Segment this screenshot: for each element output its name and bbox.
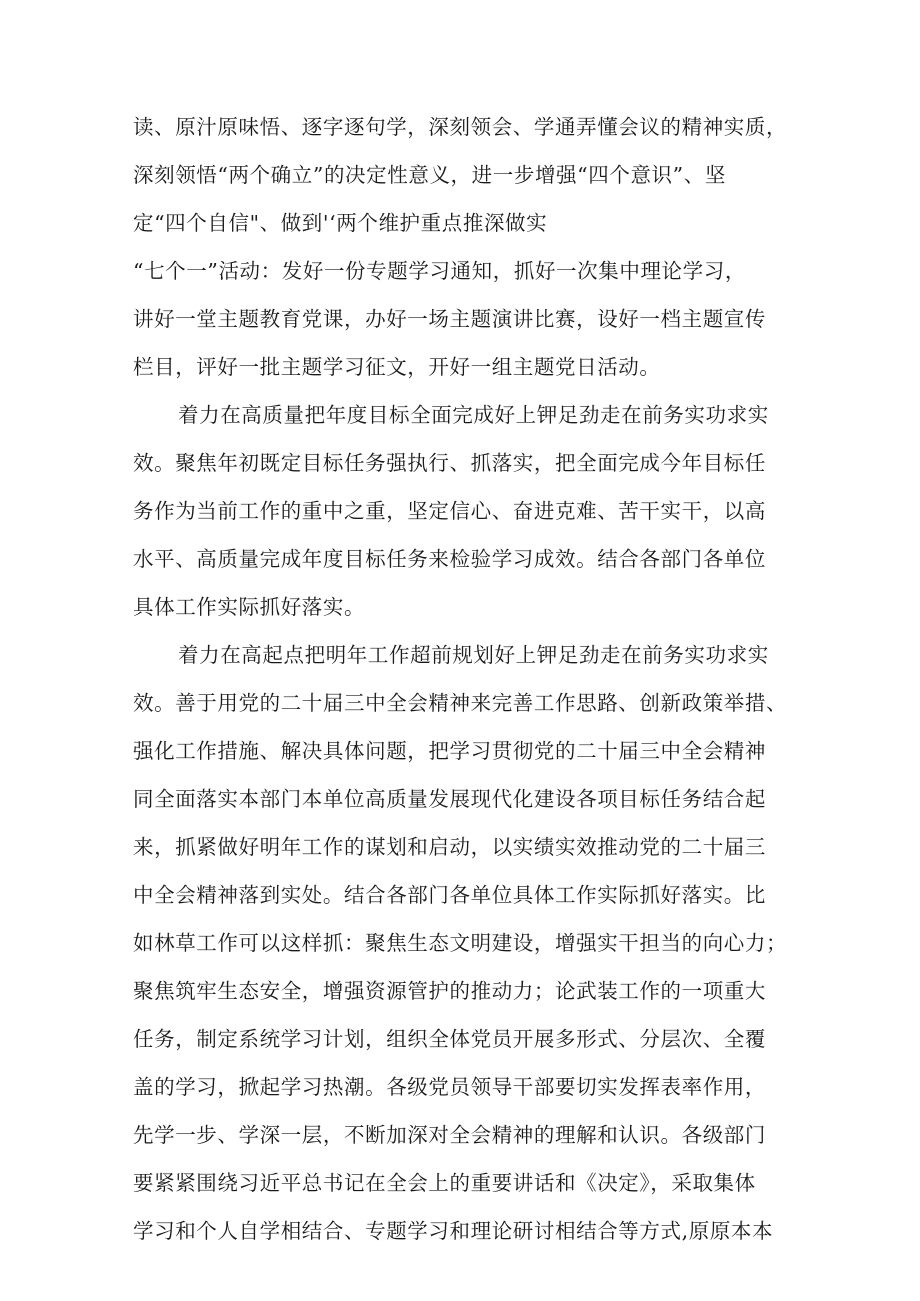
text-line: 如林草工作可以这样抓：聚焦生态文明建设，增强实干担当的向心力； <box>133 931 788 955</box>
text-line: 任务，制定系统学习计划，组织全体党员开展多形式、分层次、全覆 <box>133 1027 766 1051</box>
text-line: 聚焦筑牢生态安全，增强资源管护的推动力；论武装工作的一项重大 <box>133 979 766 1003</box>
text-line: 深刻领悟“两个确立”的决定性意义，进一步增强“四个意识”、坚 <box>133 163 726 187</box>
text-line: “七个一”活动：发好一份专题学习通知，抓好一次集中理论学习， <box>133 259 746 283</box>
text-line: 栏目，评好一批主题学习征文，开好一组主题党日活动。 <box>133 355 661 379</box>
text-line: 要紧紧围绕习近平总书记在全会上的重要讲话和《决定》，采取集体 <box>133 1171 756 1195</box>
text-line: 同全面落实本部门本单位高质量发展现代化建设各项目标任务结合起 <box>133 787 766 811</box>
text-line: 盖的学习，掀起学习热潮。各级党员领导干部要切实发挥表率作用， <box>133 1075 766 1099</box>
text-line: 中全会精神落到实处。结合各部门各单位具体工作实际抓好落实。比 <box>133 883 766 907</box>
text-line: 效。善于用党的二十届三中全会精神来完善工作思路、创新政策举措、 <box>133 691 788 715</box>
text-line: 读、原汁原味悟、逐字逐句学，深刻领会、学通弄懂会议的精神实质， <box>133 115 788 139</box>
paragraph-first-line: 着力在高质量把年度目标全面完成好上钾足劲走在前务实功求实 <box>178 403 769 427</box>
paragraph-first-line: 着力在高起点把明年工作超前规划好上钾足劲走在前务实功求实 <box>178 643 769 667</box>
text-line: 讲好一堂主题教育党课，办好一场主题演讲比赛，设好一档主题宣传 <box>133 307 766 331</box>
text-line: 水平、高质量完成年度目标任务来检验学习成效。结合各部门各单位 <box>133 547 766 571</box>
text-line: 定“四个自信"、做到'‘两个维护重点推深做实 <box>133 211 548 235</box>
text-line: 来，抓紧做好明年工作的谋划和启动，以实绩实效推动党的二十届三 <box>133 835 766 859</box>
text-line: 务作为当前工作的重中之重，坚定信心、奋进克难、苦干实干，以高 <box>133 499 766 523</box>
text-line: 具体工作实际抓好落实。 <box>133 595 366 619</box>
text-line: 学习和个人自学相结合、专题学习和理论研讨相结合等方式,原原本本 <box>133 1219 774 1243</box>
text-line: 强化工作措施、解决具体问题，把学习贯彻党的二十届三中全会精神 <box>133 739 766 763</box>
text-line: 效。聚焦年初既定目标任务强执行、抓落实，把全面完成今年目标任 <box>133 451 766 475</box>
text-line: 先学一步、学深一层，不断加深对全会精神的理解和认识。各级部门 <box>133 1123 766 1147</box>
